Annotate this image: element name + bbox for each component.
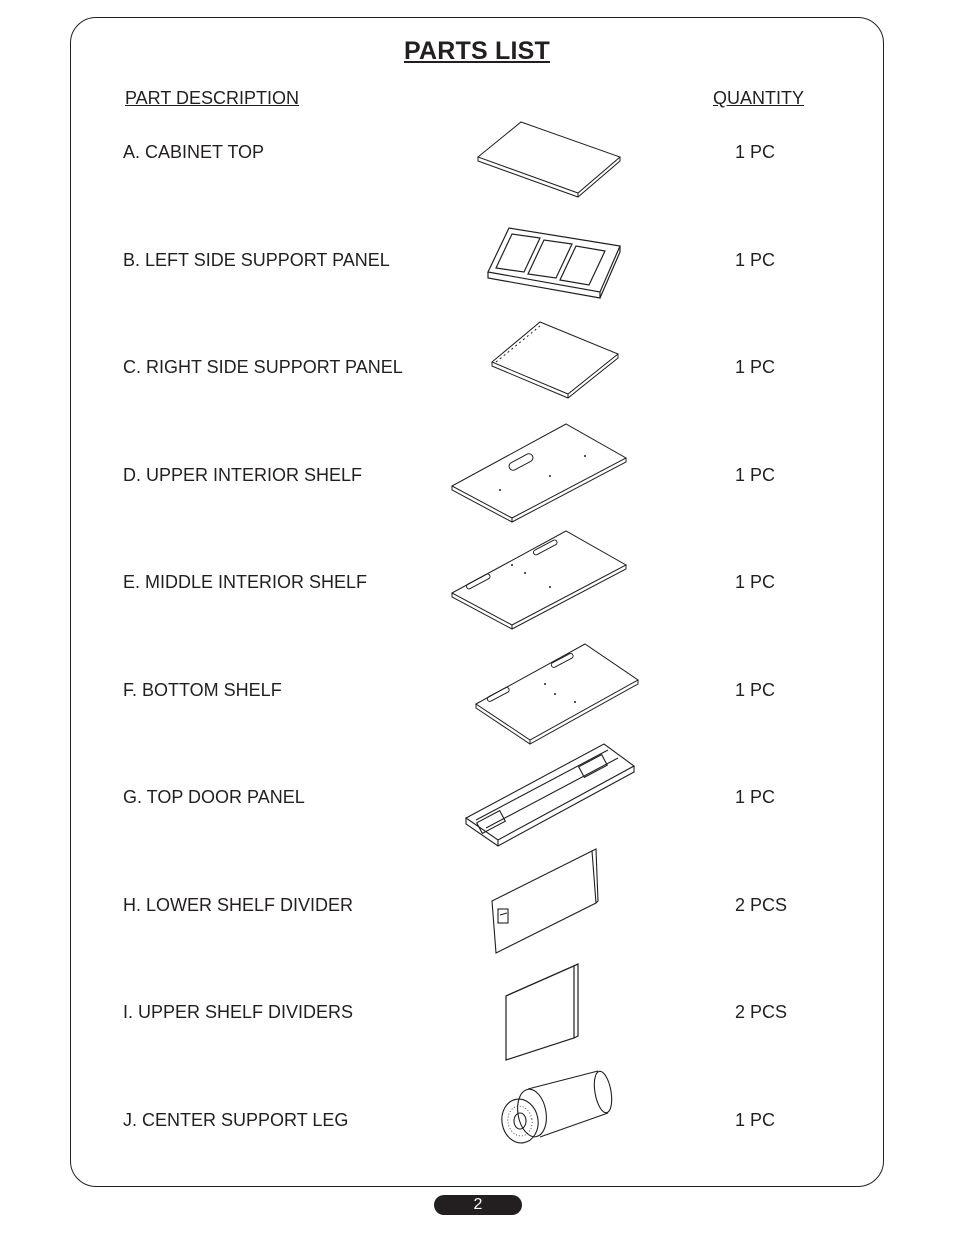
- part-qty-g: 1 PC: [735, 787, 776, 807]
- part-qty-c: 1 PC: [735, 357, 776, 377]
- part-qty-j: 1 PC: [735, 1110, 776, 1130]
- part-label-a: A. CABINET TOP: [123, 142, 265, 162]
- part-qty-i: 2 PCS: [735, 1002, 788, 1022]
- part-qty-f: 1 PC: [735, 680, 776, 700]
- part-label-g: G. TOP DOOR PANEL: [123, 787, 305, 807]
- part-label-j: J. CENTER SUPPORT LEG: [123, 1110, 349, 1130]
- part-qty-d: 1 PC: [735, 465, 776, 485]
- page-number: 2: [434, 1195, 522, 1215]
- right-side-panel-drawing: [440, 318, 640, 418]
- part-label-i: I. UPPER SHELF DIVIDERS: [123, 1002, 354, 1022]
- part-label-d: D. UPPER INTERIOR SHELF: [123, 465, 363, 485]
- part-label-c: C. RIGHT SIDE SUPPORT PANEL: [123, 357, 403, 377]
- part-qty-e: 1 PC: [735, 572, 776, 592]
- part-label-b: B. LEFT SIDE SUPPORT PANEL: [123, 250, 390, 270]
- part-label-f: F. BOTTOM SHELF: [123, 680, 282, 700]
- part-qty-b: 1 PC: [735, 250, 776, 270]
- part-label-h: H. LOWER SHELF DIVIDER: [123, 895, 354, 915]
- part-qty-a: 1 PC: [735, 142, 776, 162]
- part-label-e: E. MIDDLE INTERIOR SHELF: [123, 572, 368, 592]
- bottom-shelf-drawing: [440, 640, 640, 740]
- upper-shelf-drawing: [440, 418, 640, 518]
- upper-divider-drawing: [440, 960, 640, 1060]
- column-header-quantity: QUANTITY: [713, 88, 805, 108]
- part-qty-h: 2 PCS: [735, 895, 788, 915]
- lower-divider-drawing: [440, 845, 640, 945]
- left-side-panel-drawing: [440, 220, 640, 320]
- middle-shelf-drawing: [440, 525, 640, 625]
- top-door-panel-drawing: [440, 740, 640, 840]
- page-title: PARTS LIST: [404, 37, 550, 65]
- cabinet-top-drawing: [440, 115, 640, 215]
- column-header-description: PART DESCRIPTION: [125, 88, 300, 108]
- support-leg-drawing: [440, 1065, 640, 1165]
